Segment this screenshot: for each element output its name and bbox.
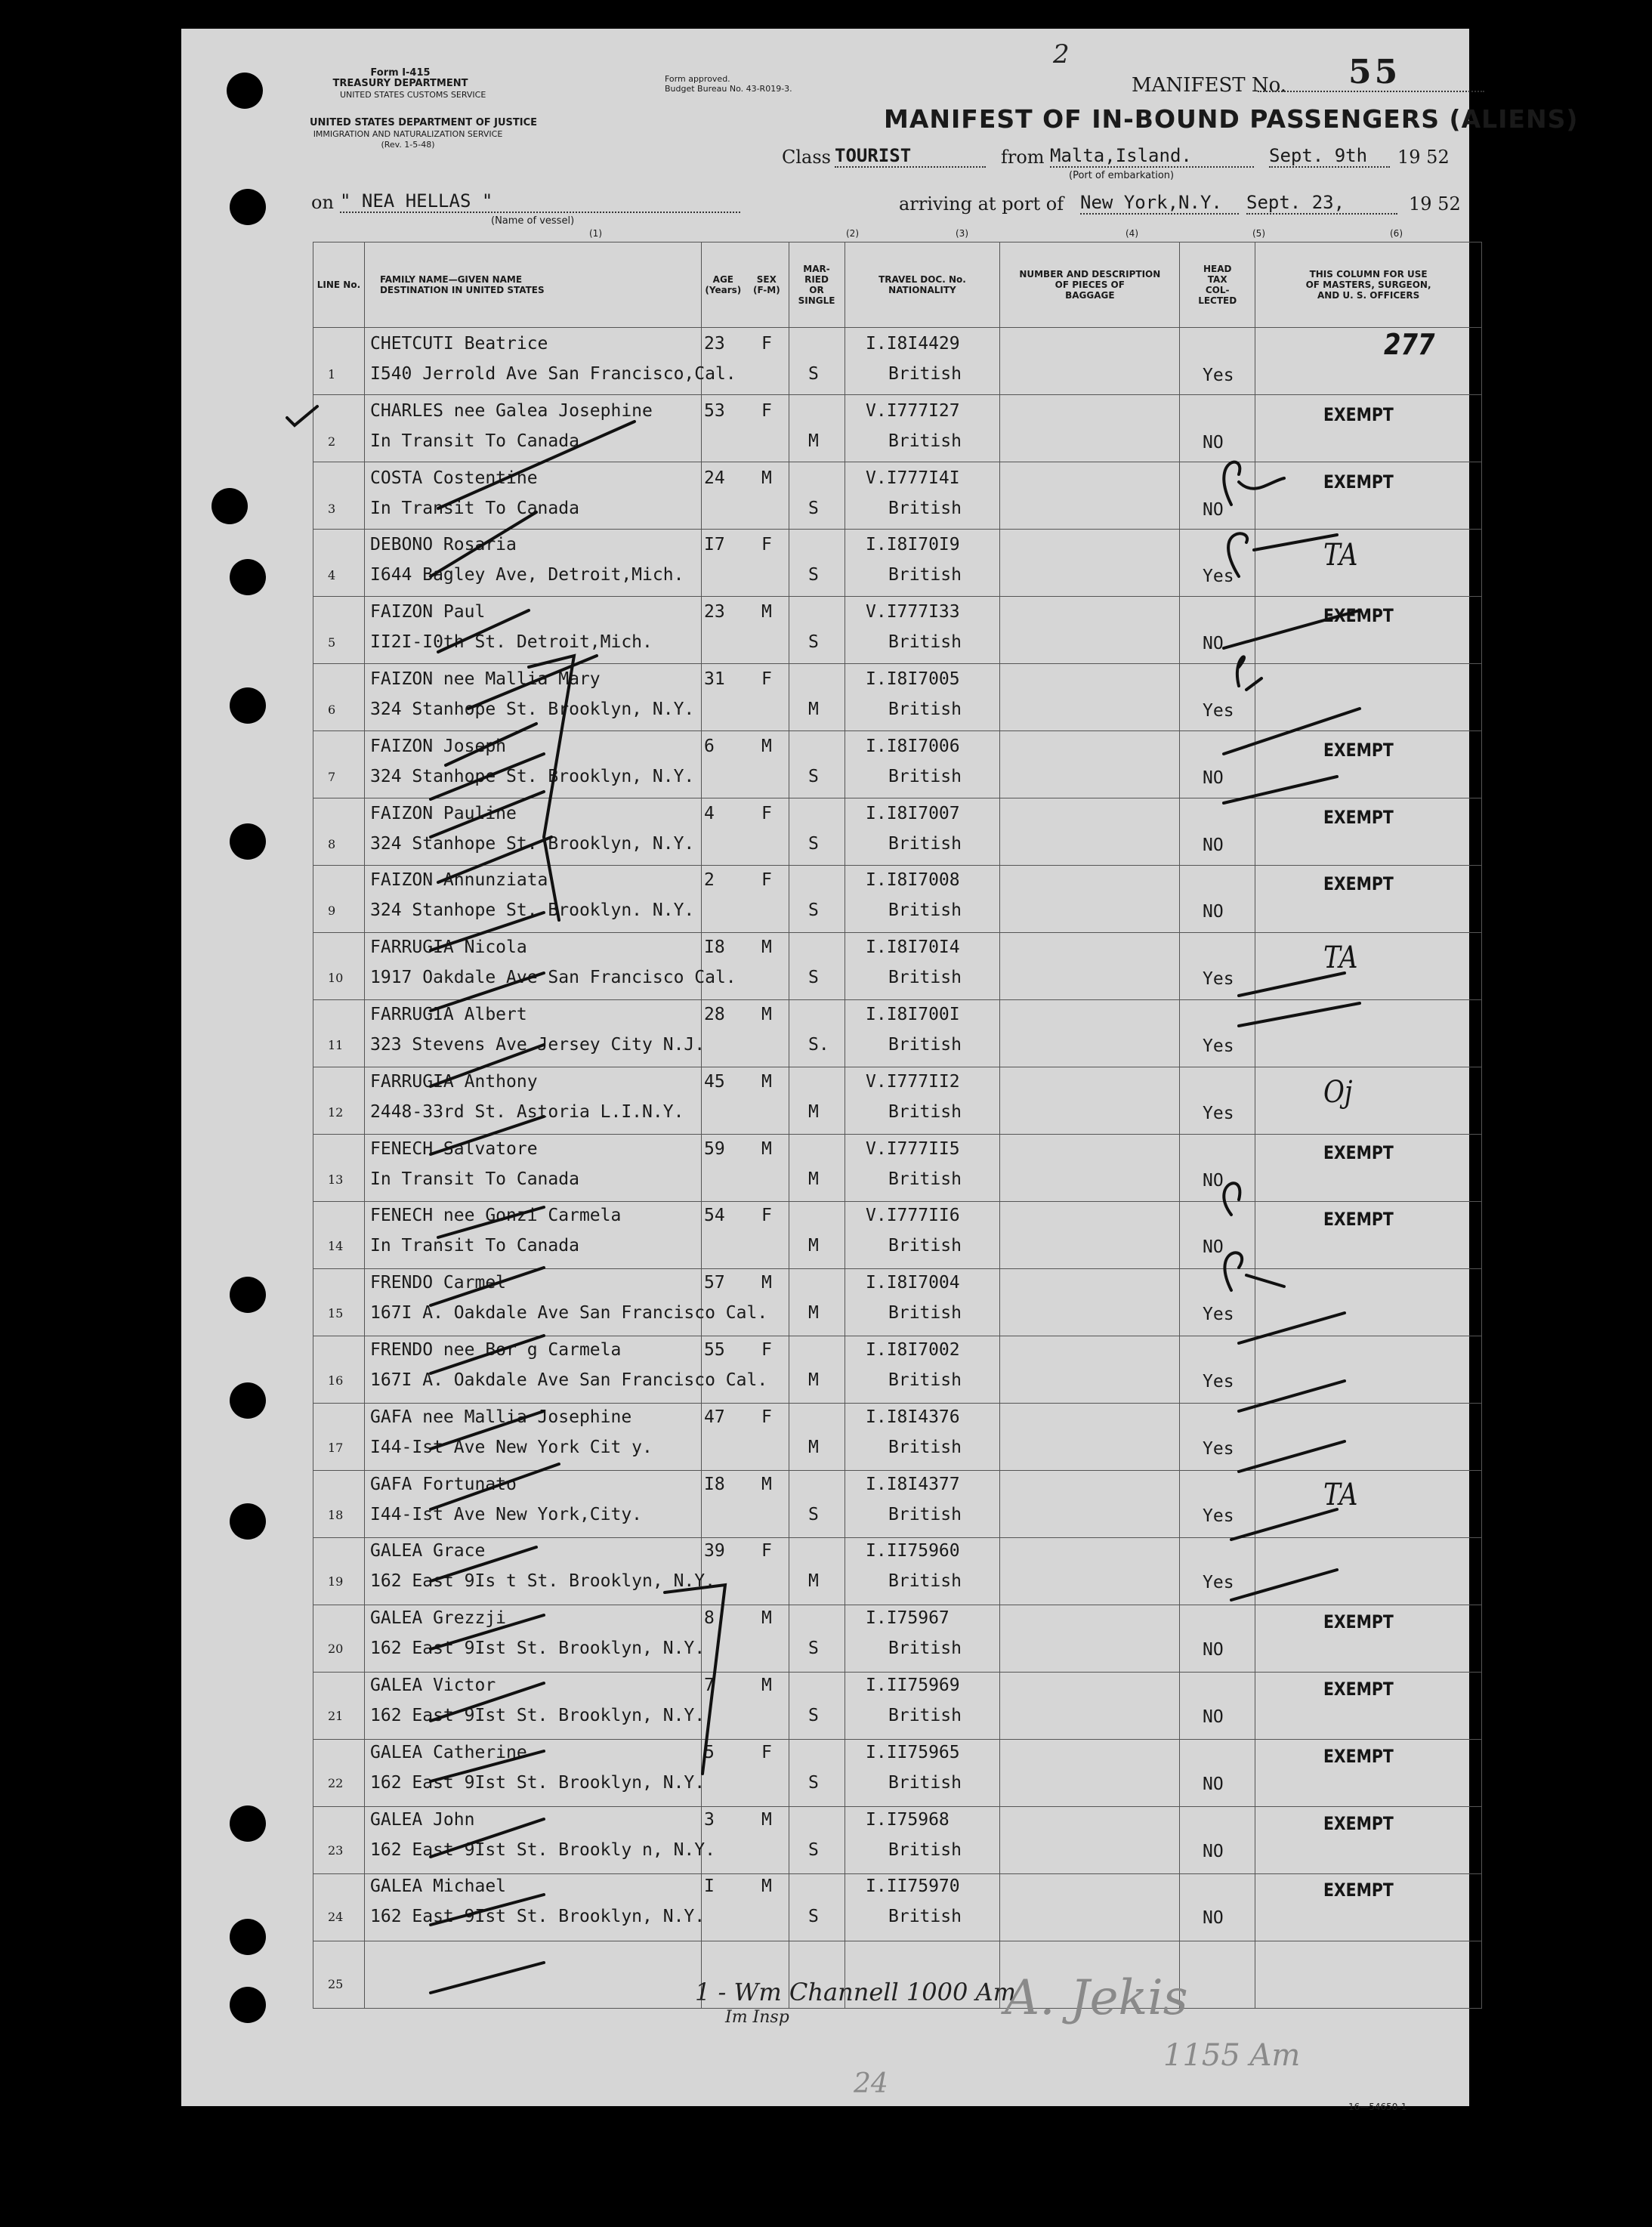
- passenger-name: FENECH Salvatore: [370, 1138, 538, 1159]
- head-tax: Yes: [1203, 701, 1234, 721]
- travel-doc-number: I.II75965: [866, 1742, 960, 1762]
- binder-hole: [230, 1805, 266, 1842]
- nationality: British: [888, 1101, 962, 1122]
- head-tax: Yes: [1203, 567, 1234, 587]
- age: 7: [704, 1676, 715, 1695]
- destination: In Transit To Canada: [370, 1169, 579, 1189]
- line-number: 23: [328, 1842, 344, 1858]
- travel-doc-number: V.I777I4I: [866, 468, 960, 488]
- marital-status: M: [808, 1169, 819, 1189]
- sex: F: [761, 669, 772, 689]
- travel-doc-number: I.I8I700I: [866, 1005, 960, 1024]
- passenger-name: GALEA Grezzji: [370, 1608, 507, 1629]
- marital-status: M: [808, 700, 819, 719]
- line-number: 21: [328, 1709, 344, 1723]
- line-number: 15: [328, 1306, 344, 1321]
- age: 23: [704, 602, 725, 622]
- passenger-name: FENECH nee Gonzi Carmela: [370, 1206, 622, 1226]
- col-number-3: (3): [956, 228, 968, 239]
- destination: 324 Stanhope St. Brooklyn. N.Y.: [370, 900, 695, 921]
- passenger-name: FAIZON nee Mallia Mary: [370, 669, 601, 689]
- signature-time: 1155 Am: [1163, 2038, 1301, 2073]
- passenger-name: GAFA Fortunato: [370, 1474, 517, 1494]
- marital-status: S: [808, 632, 819, 653]
- col-number-4: (4): [1126, 228, 1138, 239]
- arrive-port: New York,N.Y.: [1080, 192, 1239, 215]
- line-number: 8: [328, 836, 336, 851]
- nationality: British: [888, 1236, 962, 1256]
- destination: In Transit To Canada: [370, 431, 579, 451]
- sex: M: [761, 1608, 772, 1629]
- passenger-name: FARRUGIA Albert: [370, 1005, 527, 1024]
- head-tax: NO: [1203, 1841, 1224, 1861]
- handwritten-marks: [181, 29, 1469, 2106]
- passenger-name: CHARLES nee Galea Josephine: [370, 400, 653, 421]
- officer-note: 277: [1384, 328, 1435, 361]
- travel-doc-number: I.I8I7008: [866, 870, 960, 891]
- passenger-name: GALEA Victor: [370, 1676, 496, 1695]
- nationality: British: [888, 1370, 962, 1390]
- travel-doc-number: I.II75970: [866, 1876, 960, 1897]
- nationality: British: [888, 968, 962, 988]
- passenger-name: FARRUGIA Nicola: [370, 937, 527, 958]
- line-number: 16: [328, 1373, 344, 1388]
- sex: F: [761, 1541, 772, 1561]
- head-tax: Yes: [1203, 1438, 1234, 1459]
- destination: I540 Jerrold Ave San Francisco,Cal.: [370, 364, 736, 384]
- head-tax: NO: [1203, 499, 1224, 520]
- embarkation-note: (Port of embarkation): [1069, 170, 1175, 181]
- line-number: 1: [328, 367, 336, 381]
- marital-status: M: [808, 1303, 819, 1324]
- marital-status: M: [808, 1101, 819, 1122]
- handwritten-page-2: 2: [1053, 39, 1070, 69]
- travel-doc-number: I.I75967: [866, 1608, 950, 1629]
- destination: 1917 Oakdale Ave San Francisco Cal.: [370, 968, 736, 988]
- bottom-note-2: Im Insp: [725, 2008, 789, 2027]
- travel-doc-number: I.I75968: [866, 1809, 950, 1830]
- line-number: 5: [328, 635, 336, 650]
- marital-status: S: [808, 900, 819, 921]
- age: I: [704, 1876, 715, 1897]
- line-number: 17: [328, 1440, 344, 1455]
- line-number: 25: [328, 1977, 344, 1992]
- officer-note: EXEMPT: [1323, 1611, 1394, 1633]
- line-number: 7: [328, 769, 336, 784]
- customs-service: UNITED STATES CUSTOMS SERVICE: [340, 90, 486, 100]
- nationality: British: [888, 632, 962, 653]
- marital-status: M: [808, 1236, 819, 1256]
- travel-doc-number: I.I8I7002: [866, 1340, 960, 1360]
- destination: 2448-33rd St. Astoria L.I.N.Y.: [370, 1101, 684, 1122]
- sex: F: [761, 1340, 772, 1360]
- officer-note: TA: [1323, 941, 1358, 976]
- nationality: British: [888, 364, 962, 384]
- dept-justice: UNITED STATES DEPARTMENT OF JUSTICE: [310, 117, 538, 128]
- header-head-tax: HEAD TAX COL- LECTED: [1180, 242, 1255, 328]
- head-tax: Yes: [1203, 1372, 1234, 1391]
- destination: 162 East 9Ist St. Brooklyn, N.Y.: [370, 1907, 706, 1927]
- age: I8: [704, 1474, 725, 1494]
- col-number-1: (1): [589, 228, 602, 239]
- marital-status: S.: [808, 1035, 829, 1055]
- binder-hole: [230, 687, 266, 724]
- sex: M: [761, 1273, 772, 1293]
- passenger-name: GALEA Michael: [370, 1876, 507, 1897]
- manifest-number: 55: [1348, 53, 1401, 91]
- budget-bureau: Budget Bureau No. 43-R019-3.: [665, 84, 792, 94]
- header-travel-doc: TRAVEL DOC. No. NATIONALITY: [845, 242, 1000, 328]
- nationality: British: [888, 1504, 962, 1524]
- age: 5: [704, 1742, 715, 1762]
- sex: M: [761, 1071, 772, 1092]
- sex: F: [761, 1407, 772, 1427]
- travel-doc-number: I.II75960: [866, 1541, 960, 1561]
- age: 24: [704, 468, 725, 488]
- marital-status: S: [808, 1639, 819, 1659]
- age: 6: [704, 736, 715, 756]
- header-married: MAR- RIED OR SINGLE: [789, 242, 845, 328]
- nationality: British: [888, 900, 962, 921]
- head-tax: Yes: [1203, 1103, 1234, 1123]
- age: 2: [704, 870, 715, 891]
- nationality: British: [888, 700, 962, 719]
- officer-signature: A. Jekis: [1005, 1970, 1188, 2026]
- line-number: 20: [328, 1642, 344, 1657]
- travel-doc-number: I.I8I7004: [866, 1273, 960, 1293]
- destination: II2I-I0th St. Detroit,Mich.: [370, 632, 653, 653]
- travel-doc-number: I.II75969: [866, 1676, 960, 1695]
- header-line: LINE No.: [313, 242, 365, 328]
- head-tax: NO: [1203, 432, 1224, 453]
- rev-date: (Rev. 1-5-48): [381, 140, 435, 150]
- marital-status: S: [808, 1839, 819, 1860]
- travel-doc-number: I.I8I70I4: [866, 937, 960, 958]
- binder-hole: [230, 1382, 266, 1419]
- head-tax: Yes: [1203, 366, 1234, 385]
- passenger-name: FAIZON Joseph: [370, 736, 507, 756]
- officer-note: EXEMPT: [1323, 605, 1394, 627]
- col-number-5: (5): [1252, 228, 1265, 239]
- sex: M: [761, 937, 772, 958]
- destination: 162 East 9Ist St. Brooklyn, N.Y.: [370, 1772, 706, 1793]
- sex: M: [761, 1676, 772, 1695]
- sex: F: [761, 535, 772, 555]
- manifest-no-label: MANIFEST No.: [1132, 74, 1287, 97]
- line-number: 10: [328, 971, 344, 986]
- nationality: British: [888, 1907, 962, 1927]
- passenger-name: FAIZON Annunziata: [370, 870, 548, 891]
- destination: 167I A. Oakdale Ave San Francisco Cal.: [370, 1370, 768, 1390]
- passenger-name: GALEA Catherine: [370, 1742, 527, 1762]
- arriving-label: arriving at port of: [899, 193, 1064, 215]
- passenger-name: DEBONO Rosaria: [370, 535, 517, 555]
- destination: 162 East 9Ist St. Brooklyn, N.Y.: [370, 1706, 706, 1725]
- binder-hole: [230, 1277, 266, 1313]
- sex: M: [761, 1138, 772, 1159]
- age: 54: [704, 1206, 725, 1226]
- travel-doc-number: V.I777II6: [866, 1206, 960, 1226]
- marital-status: S: [808, 565, 819, 585]
- head-tax: NO: [1203, 835, 1224, 855]
- sex: M: [761, 1005, 772, 1024]
- age: I8: [704, 937, 725, 958]
- officer-note: EXEMPT: [1323, 739, 1394, 761]
- passenger-name: FAIZON Paul: [370, 602, 486, 622]
- sex: M: [761, 1809, 772, 1830]
- nationality: British: [888, 1772, 962, 1793]
- vessel-note: (Name of vessel): [491, 215, 575, 227]
- head-tax: NO: [1203, 1774, 1224, 1794]
- officer-note: EXEMPT: [1323, 1745, 1394, 1767]
- officer-note: EXEMPT: [1323, 1141, 1394, 1163]
- header-name: FAMILY NAME—GIVEN NAME DESTINATION IN UNITED STATES: [364, 242, 701, 328]
- age: 53: [704, 400, 725, 421]
- line-number: 22: [328, 1775, 344, 1790]
- age: 57: [704, 1273, 725, 1293]
- vessel-name: " NEA HELLAS ": [340, 190, 740, 213]
- binder-hole: [230, 1919, 266, 1955]
- travel-doc-number: V.I777II2: [866, 1071, 960, 1092]
- age: 39: [704, 1541, 725, 1561]
- officer-note: EXEMPT: [1323, 1209, 1394, 1231]
- line-number: 12: [328, 1104, 344, 1120]
- nationality: British: [888, 1706, 962, 1725]
- binder-hole: [212, 488, 248, 524]
- sex: F: [761, 1742, 772, 1762]
- form-code: 16—54650-1: [1348, 2102, 1407, 2112]
- line-number: 13: [328, 1172, 344, 1187]
- marital-status: S: [808, 1907, 819, 1927]
- sex: F: [761, 334, 772, 354]
- manifest-page: [181, 29, 1579, 2112]
- line-number: 18: [328, 1507, 344, 1522]
- head-tax: NO: [1203, 768, 1224, 788]
- head-tax: NO: [1203, 1170, 1224, 1191]
- arrive-date: Sept. 23,: [1246, 192, 1397, 215]
- binder-hole: [230, 189, 266, 225]
- head-tax: Yes: [1203, 1305, 1234, 1325]
- nationality: British: [888, 1839, 962, 1860]
- treasury-dept: TREASURY DEPARTMENT: [332, 78, 468, 89]
- page-total: 24: [854, 2068, 888, 2099]
- line-number: 14: [328, 1239, 344, 1254]
- head-tax: NO: [1203, 1237, 1224, 1258]
- travel-doc-number: I.I8I4429: [866, 334, 960, 354]
- destination: I644 Bagley Ave, Detroit,Mich.: [370, 565, 684, 585]
- head-tax: Yes: [1203, 1506, 1234, 1526]
- binder-hole: [230, 559, 266, 595]
- line-number: 11: [328, 1038, 344, 1052]
- binder-hole: [227, 73, 263, 109]
- header-age: AGE (Years): [701, 242, 745, 328]
- nationality: British: [888, 1571, 962, 1592]
- destination: In Transit To Canada: [370, 1236, 579, 1256]
- head-tax: NO: [1203, 1707, 1224, 1727]
- sex: M: [761, 468, 772, 488]
- nationality: British: [888, 1035, 962, 1055]
- marital-status: S: [808, 498, 819, 518]
- travel-doc-number: I.I8I70I9: [866, 535, 960, 555]
- passenger-name: FAIZON Pauline: [370, 803, 517, 823]
- officer-note: EXEMPT: [1323, 1679, 1394, 1700]
- passenger-name: GALEA Grace: [370, 1541, 486, 1561]
- head-tax: NO: [1203, 634, 1224, 654]
- class-label: Class: [782, 147, 831, 168]
- manifest-title: MANIFEST OF IN-BOUND PASSENGERS (ALIENS): [884, 104, 1579, 134]
- destination: I44-Ist Ave New York,City.: [370, 1504, 643, 1524]
- destination: 162 East 9Ist St. Brooklyn, N.Y.: [370, 1639, 706, 1659]
- col-number-6: (6): [1390, 228, 1403, 239]
- sex: M: [761, 1474, 772, 1494]
- line-number: 4: [328, 568, 336, 583]
- travel-doc-number: I.I8I7007: [866, 803, 960, 823]
- age: 8: [704, 1608, 715, 1629]
- nationality: British: [888, 1437, 962, 1457]
- nationality: British: [888, 1303, 962, 1324]
- officer-note: EXEMPT: [1323, 471, 1394, 493]
- line-number: 19: [328, 1574, 344, 1589]
- travel-doc-number: I.I8I7006: [866, 736, 960, 756]
- binder-hole: [230, 823, 266, 860]
- travel-doc-number: I.I8I4376: [866, 1407, 960, 1427]
- header-baggage: NUMBER AND DESCRIPTION OF PIECES OF BAGGAGE: [1000, 242, 1180, 328]
- officer-note: EXEMPT: [1323, 1880, 1394, 1901]
- head-tax: NO: [1203, 1908, 1224, 1929]
- travel-doc-number: I.I8I4377: [866, 1474, 960, 1494]
- line-number: 2: [328, 434, 336, 449]
- age: 55: [704, 1340, 725, 1360]
- destination: 324 Stanhope St. Brooklyn, N.Y.: [370, 833, 695, 854]
- destination: In Transit To Canada: [370, 498, 579, 518]
- marital-status: S: [808, 1772, 819, 1793]
- age: 3: [704, 1809, 715, 1830]
- passenger-name: FRENDO Carmel: [370, 1273, 507, 1293]
- passenger-name: FARRUGIA Anthony: [370, 1071, 538, 1092]
- from-value: Malta,Island.: [1050, 145, 1254, 168]
- officer-note: Oj: [1323, 1074, 1353, 1110]
- travel-doc-number: V.I777II5: [866, 1138, 960, 1159]
- destination: 167I A. Oakdale Ave San Francisco Cal.: [370, 1303, 768, 1324]
- passenger-name: CHETCUTI Beatrice: [370, 334, 548, 354]
- nationality: British: [888, 766, 962, 786]
- form-number: Form I-415: [370, 67, 431, 79]
- header-officers: THIS COLUMN FOR USE OF MASTERS, SURGEON, AND U. S. OFFICERS: [1255, 242, 1482, 328]
- head-tax: Yes: [1203, 1573, 1234, 1593]
- line-number: 9: [328, 903, 336, 919]
- sex: F: [761, 1206, 772, 1226]
- marital-status: S: [808, 766, 819, 786]
- officer-note: TA: [1323, 1477, 1358, 1512]
- sex: F: [761, 400, 772, 421]
- officer-note: EXEMPT: [1323, 806, 1394, 828]
- age: 23: [704, 334, 725, 354]
- col-number-2: (2): [846, 228, 859, 239]
- marital-status: M: [808, 431, 819, 451]
- marital-status: S: [808, 968, 819, 988]
- binder-hole: [230, 1987, 266, 2023]
- age: 31: [704, 669, 725, 689]
- destination: 324 Stanhope St. Brooklyn, N.Y.: [370, 766, 695, 786]
- nationality: British: [888, 1169, 962, 1189]
- destination: 162 East 9Ist St. Brookly n, N.Y.: [370, 1839, 715, 1860]
- nationality: British: [888, 833, 962, 854]
- nationality: British: [888, 1639, 962, 1659]
- age: 47: [704, 1407, 725, 1427]
- age: I7: [704, 535, 725, 555]
- ins-service: IMMIGRATION AND NATURALIZATION SERVICE: [313, 129, 503, 139]
- officer-note: EXEMPT: [1323, 873, 1394, 895]
- destination: I44-Ist Ave New York Cit y.: [370, 1437, 653, 1457]
- officer-note: EXEMPT: [1323, 1812, 1394, 1834]
- bottom-note: 1 - Wm Channell 1000 Am: [695, 1978, 1016, 2006]
- marital-status: M: [808, 1370, 819, 1390]
- travel-doc-number: V.I777I33: [866, 602, 960, 622]
- head-tax: Yes: [1203, 1036, 1234, 1056]
- age: 45: [704, 1071, 725, 1092]
- marital-status: S: [808, 833, 819, 854]
- sex: M: [761, 1876, 772, 1897]
- marital-status: M: [808, 1437, 819, 1457]
- sex: F: [761, 803, 772, 823]
- sex: F: [761, 870, 772, 891]
- officer-note: EXEMPT: [1323, 403, 1394, 425]
- from-label: from: [1001, 147, 1045, 168]
- year-from: 19 52: [1397, 147, 1450, 168]
- age: 59: [704, 1138, 725, 1159]
- destination: 324 Stanhope St. Brooklyn, N.Y.: [370, 700, 695, 719]
- marital-status: S: [808, 1504, 819, 1524]
- head-tax: Yes: [1203, 969, 1234, 990]
- on-label: on: [311, 192, 334, 213]
- form-approved: Form approved.: [665, 74, 730, 84]
- class-value: TOURIST: [835, 145, 986, 168]
- sex: M: [761, 736, 772, 756]
- age: 28: [704, 1005, 725, 1024]
- officer-note: TA: [1323, 538, 1358, 573]
- date-from: Sept. 9th: [1269, 145, 1390, 168]
- line-number: 3: [328, 501, 336, 516]
- age: 4: [704, 803, 715, 823]
- binder-hole: [230, 1503, 266, 1540]
- passenger-name: GALEA John: [370, 1809, 475, 1830]
- destination: 323 Stevens Ave Jersey City N.J.: [370, 1035, 706, 1055]
- marital-status: M: [808, 1571, 819, 1592]
- nationality: British: [888, 565, 962, 585]
- line-number: 6: [328, 703, 336, 717]
- year-arrive: 19 52: [1409, 193, 1461, 215]
- passenger-name: GAFA nee Mallia Josephine: [370, 1407, 632, 1427]
- line-number: 24: [328, 1910, 344, 1925]
- travel-doc-number: I.I8I7005: [866, 669, 960, 689]
- destination: 162 East 9Is t St. Brooklyn, N.Y.: [370, 1571, 715, 1592]
- nationality: British: [888, 431, 962, 451]
- head-tax: NO: [1203, 1640, 1224, 1660]
- sex: M: [761, 602, 772, 622]
- passenger-name: FRENDO nee Bor g Carmela: [370, 1340, 622, 1360]
- header-sex: SEX (F-M): [745, 242, 789, 328]
- marital-status: S: [808, 364, 819, 384]
- head-tax: NO: [1203, 902, 1224, 922]
- travel-doc-number: V.I777I27: [866, 400, 960, 421]
- passenger-name: COSTA Costentine: [370, 468, 538, 488]
- nationality: British: [888, 498, 962, 518]
- marital-status: S: [808, 1706, 819, 1725]
